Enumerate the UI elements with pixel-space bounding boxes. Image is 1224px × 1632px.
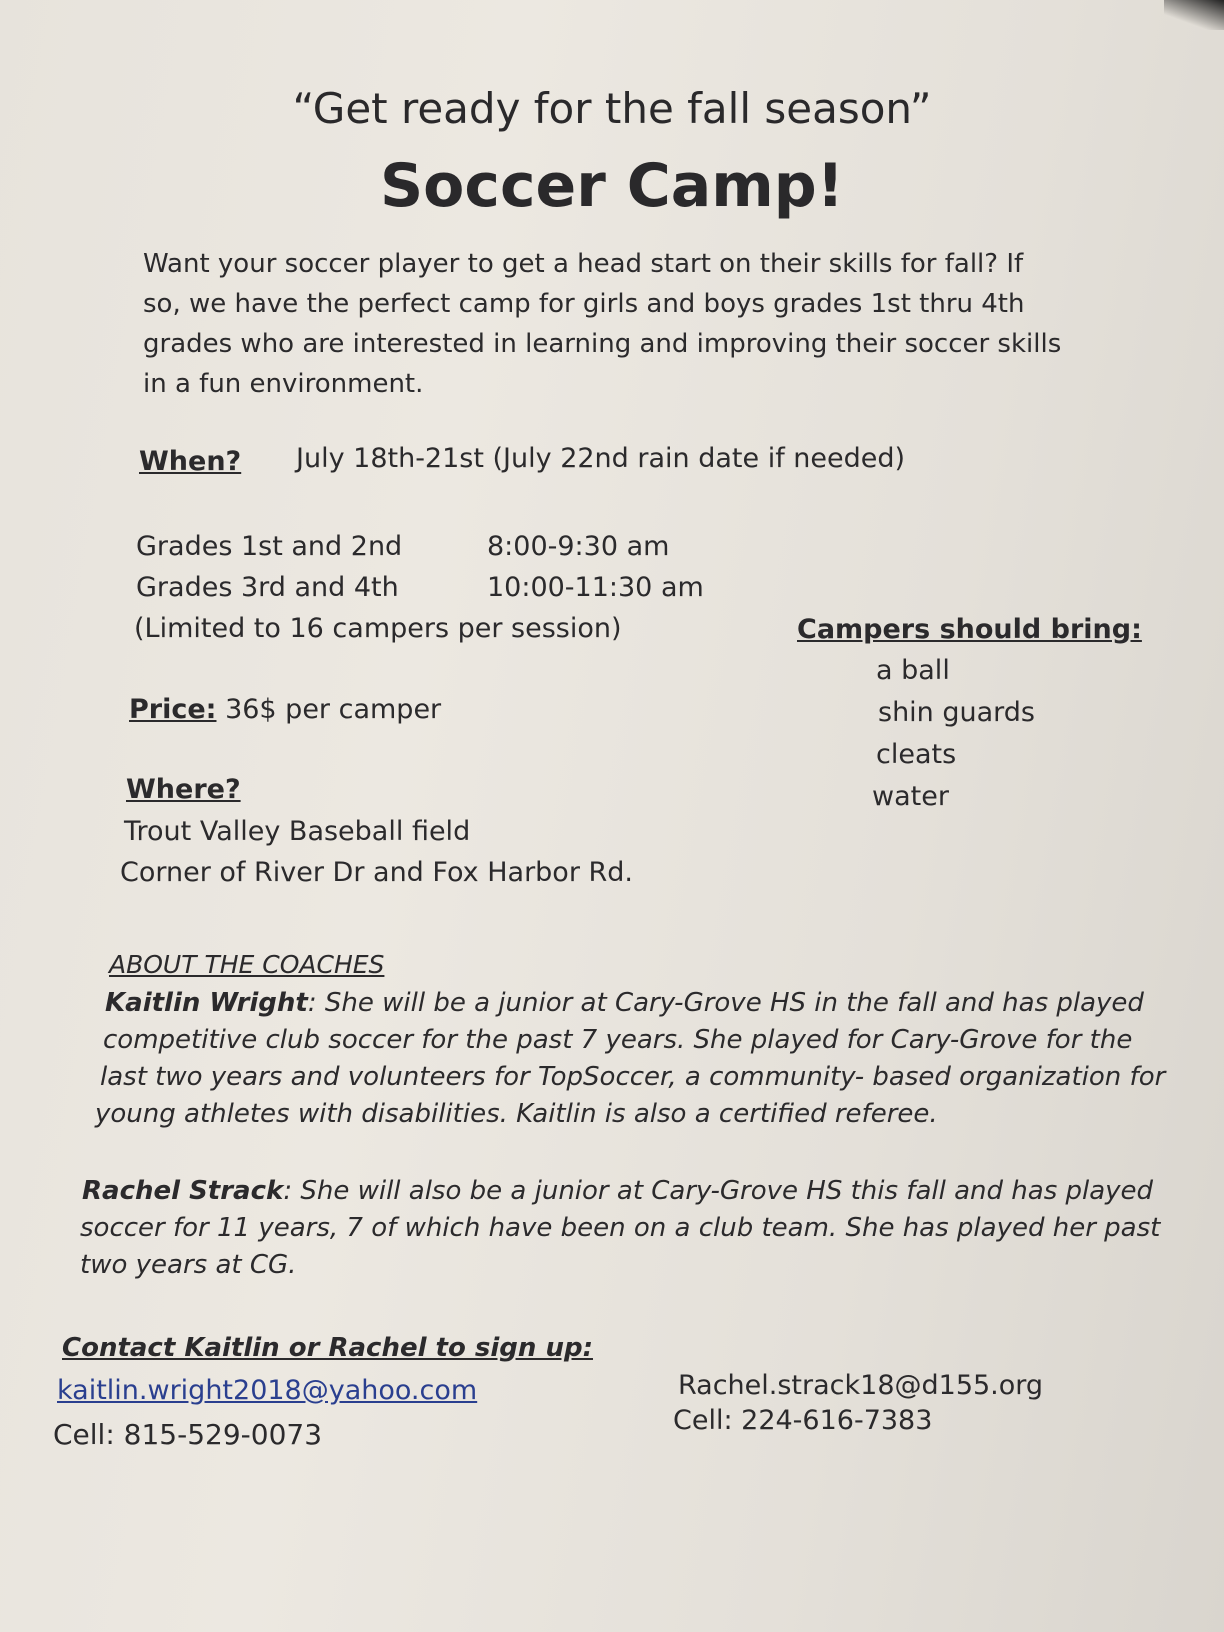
coach-bio-rachel — [80, 1173, 1160, 1284]
intro-line: in a fun environment. — [143, 369, 424, 399]
coach-bio-line: two years at CG. — [80, 1250, 297, 1280]
coaches-heading: ABOUT THE COACHES — [109, 950, 385, 979]
intro-line: Want your soccer player to get a head start on their skills for fall? If — [143, 249, 1024, 279]
kaitlin-cell: Cell: 815-529-0073 — [53, 1418, 323, 1451]
rachel-email: Rachel.strack18@d155.org — [678, 1370, 1044, 1401]
coach-bio-line: competitive club soccer for the past 7 years. She played for Cary-Grove for the — [103, 1025, 1133, 1055]
session-limit-note: (Limited to 16 campers per session) — [134, 613, 622, 644]
where-line: Trout Valley Baseball field — [124, 816, 471, 847]
coach-bio-line: last two years and volunteers for TopSoccer, a community- based organization for — [100, 1062, 1166, 1092]
bring-item: a ball — [876, 655, 950, 686]
intro-line: so, we have the perfect camp for girls and boys grades 1st thru 4th — [143, 289, 1025, 319]
intro-paragraph — [143, 244, 1061, 404]
coach-bio-line: young athletes with disabilities. Kaitlin is also a certified referee. — [95, 1099, 938, 1129]
bring-item: water — [872, 781, 949, 812]
session-time: 10:00-11:30 am — [487, 572, 704, 603]
coach-bio-line: : She will be a junior at Cary-Grove HS in the fall and has played — [307, 988, 1144, 1018]
page-title: Soccer Camp! — [379, 151, 845, 221]
coach-bio-line: soccer for 11 years, 7 of which have been on a club team. She has played her past — [80, 1213, 1161, 1243]
rachel-cell: Cell: 224-616-7383 — [673, 1405, 933, 1436]
kaitlin-email-link[interactable]: kaitlin.wright2018@yahoo.com — [57, 1375, 478, 1406]
where-line: Corner of River Dr and Fox Harbor Rd. — [120, 857, 633, 888]
bring-item: cleats — [876, 739, 957, 770]
contact-heading: Contact Kaitlin or Rachel to sign up: — [62, 1333, 593, 1363]
session-time: 8:00-9:30 am — [487, 531, 670, 562]
coach-bio-line: : She will also be a junior at Cary-Grove HS this fall and has played — [283, 1176, 1154, 1206]
intro-line: grades who are interested in learning and improving their soccer skills — [143, 329, 1062, 359]
when-value: July 18th-21st (July 22nd rain date if needed) — [296, 443, 906, 474]
price-label: Price: — [129, 694, 217, 725]
coach-name: Rachel Strack — [82, 1176, 284, 1206]
tagline: “Get ready for the fall season” — [292, 84, 932, 133]
when-label: When? — [139, 446, 242, 477]
coach-name: Kaitlin Wright — [105, 988, 308, 1018]
price-line — [129, 694, 441, 726]
session-grades: Grades 1st and 2nd — [136, 531, 403, 562]
where-label: Where? — [126, 774, 241, 805]
bring-item: shin guards — [878, 697, 1036, 728]
bring-label: Campers should bring: — [797, 614, 1142, 645]
page-corner-shadow — [1164, 0, 1224, 30]
session-grades: Grades 3rd and 4th — [136, 572, 399, 603]
price-value: 36$ per camper — [216, 694, 442, 725]
coach-bio-kaitlin — [95, 985, 1165, 1133]
